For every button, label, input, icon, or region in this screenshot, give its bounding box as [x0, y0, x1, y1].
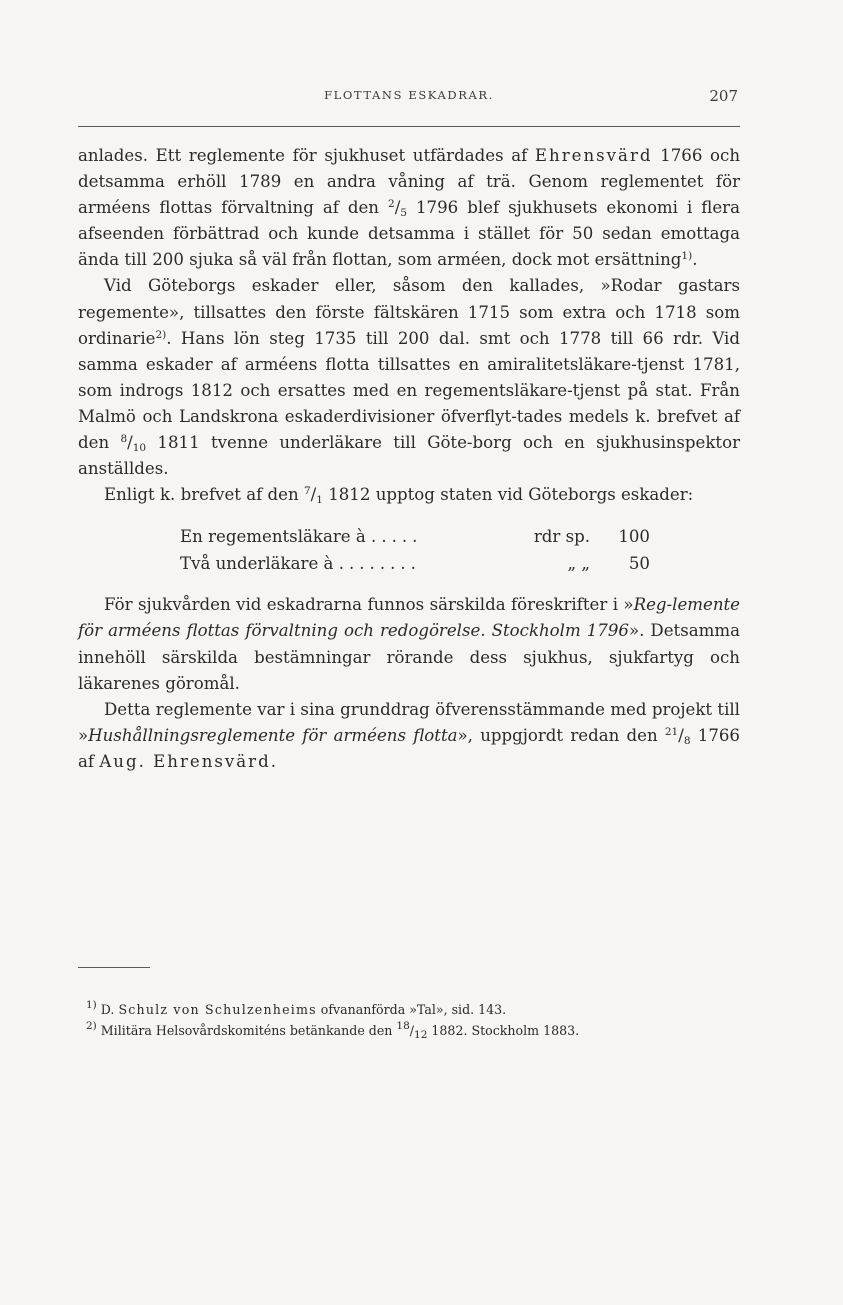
date-fraction-numerator: 8 [120, 433, 128, 446]
staff-row-label [180, 524, 518, 550]
date-fraction-denominator: 8 [683, 734, 691, 747]
paragraph-1-text-a: anlades. Ett reglemente för sjukhuset utfärdades af [78, 146, 535, 165]
date-fraction-denominator: 5 [400, 207, 407, 220]
paragraph-3-text-a: Enligt k. brefvet af den [104, 485, 304, 505]
footnotes [86, 999, 740, 1041]
leader-dots: ........ [338, 554, 421, 574]
paragraph-5-text-a: Detta reglemente var i sina grunddrag öfverensstämmande med projekt till » [78, 699, 740, 745]
date-fraction-numerator: 7 [303, 485, 311, 498]
footnote-text-a: D. [96, 1002, 119, 1017]
paragraph-2-text-c: 1811 tvenne underläkare till Göte-borg och en sjukhusinspektor anställdes. [78, 433, 741, 479]
footnote-text-b: ofvananförda »Tal», sid. 143. [316, 1002, 507, 1017]
date-fraction-denominator: 12 [414, 1029, 428, 1041]
cited-work-title: Hushållningsreglemente för arméens flotta [88, 725, 458, 745]
date-fraction-numerator: 2 [388, 198, 395, 211]
staff-table [180, 524, 650, 578]
footnote-marker: 1) [86, 999, 97, 1011]
paragraph-1-text-d: . [692, 250, 698, 270]
paragraph-3: Enligt k. brefvet af den $^7$/1 1812 upptog staten vid Göteborgs eskader: [104, 485, 694, 507]
paragraph-1-text-b: 1766 och detsamma erhöll 1789 en andra våning af trä. Genom reglementet för arméens flottas förvaltning af den [78, 146, 740, 218]
paragraph-1-text-c: 1796 blef sjukhusets ekonomi i flera afseenden förbättrad och kunde detsamma i stället för 50 sedan emottaga ända till 200 sjuka så väl från flottan, som arméen, dock mot ersättning [78, 198, 741, 270]
footnote-ref-2: 2) [155, 328, 167, 341]
paragraph-2-text-b: . Hans lön steg 1735 till 200 dal. smt och 1778 till 66 rdr. Vid samma eskader af arméens flotta tillsattes en amiralitetsläkare-tjenst 1781, som indrogs 1812 och ersattes med en regementsläkare-tjenst på stat. Från Malmö och Landskrona eskaderdivisioner öfverflyt-tades medels k. brefvet af den [78, 328, 740, 453]
leader-dots: ..... [371, 527, 423, 547]
paragraph-5: Detta reglemente var i sina grunddrag öfverensstämmande med projekt till »Hushållningsreglemente för arméens flotta», uppgjordt redan den $^{21}$/8 1766 af Aug. Ehrensvärd. [78, 699, 740, 771]
staff-row-value: 50 [628, 554, 650, 574]
staff-row-title: Två underläkare à [180, 554, 334, 574]
page-header [78, 88, 740, 112]
paragraph-4-text-b: ». Detsamma innehöll särskilda bestämningar rörande dess sjukhus, sjukfartyg och läkarenes göromål. [78, 621, 740, 693]
staff-row-label [180, 551, 518, 577]
person-name-schulz: Schulz von Schulzenheims [118, 1002, 317, 1017]
paragraph-4-text-a: För sjukvården vid eskadrarna funnos särskilda föreskrifter i » [104, 595, 634, 615]
date-fraction-denominator: 1 [316, 494, 323, 507]
header-rule [78, 126, 740, 127]
staff-table-row [180, 524, 650, 551]
staff-row-unit: „ „ [567, 554, 590, 574]
paragraph-2-text-a: Vid Göteborgs eskader eller, såsom den kallades, »Rodar gastars regemente», tillsattes den förste fältskären 1715 som extra och 1718 som ordinarie [78, 276, 740, 348]
paragraph-2: Vid Göteborgs eskader eller, såsom den kallades, »Rodar gastars regemente», tillsattes den förste fältskären 1715 som extra och 1718 som ordinarie$^{2)}$. Hans lön steg 1735 till 200 dal. smt och 1778 till 66 rdr. Vid samma eskader af arméens flotta tillsattes en amiralitetsläkare-tjenst 1781, som indrogs 1812 och ersattes med en regementsläkare-tjenst på stat. Från Malmö och Landskrona eskaderdivisioner öfverflyt-tades medels k. brefvet af den $^8$/10 1811 tvenne underläkare till Göte-borg och en sjukhusinspektor anställdes. [78, 276, 741, 479]
paragraph-1: anlades. Ett reglemente för sjukhuset utfärdades af Ehrensvärd 1766 och detsamma erhöll 1789 en andra våning af trä. Genom reglementet för arméens flottas förvaltning af den $^2$/5 1796 blef sjukhusets ekonomi i flera afseenden förbättrad och kunde detsamma i stället för 50 sedan emottaga ända till 200 sjuka så väl från flottan, som arméen, dock mot ersättning$^{1)}$. [78, 146, 741, 270]
date-fraction-denominator: 10 [132, 442, 147, 455]
paragraph-3-text-b: 1812 upptog staten vid Göteborgs eskader: [322, 485, 694, 505]
footnote-ref-1: 1) [681, 250, 693, 263]
paragraph-5-text-d: . [270, 751, 277, 771]
page-number: 207 [709, 87, 738, 105]
cited-work-title: Reg-lemente för arméens flottas förvaltning och redogörelse. Stockholm 1796 [78, 595, 740, 641]
staff-row-unit: rdr sp. [533, 527, 590, 547]
person-name-ehrensvard: Ehrensvärd [534, 146, 653, 165]
paragraph-5-text-b: », uppgjordt redan den [457, 725, 665, 745]
footnote-text-b: 1882. Stockholm 1883. [427, 1023, 580, 1038]
person-name-aug-ehrensvard: Aug. Ehrensvärd [99, 751, 271, 771]
staff-row-title: En regementsläkare à [180, 527, 366, 547]
paragraph-5-text-c: 1766 af [78, 725, 740, 771]
staff-table-row [180, 551, 650, 578]
footnote-2: $^{2)}$ Militära Helsovårdskomiténs betänkande den $^{18}/_{12}$ 1882. Stockholm 1883. [86, 1020, 580, 1041]
footnote-rule [78, 967, 150, 968]
footnote-1 [86, 999, 740, 1020]
paragraph-4 [78, 592, 740, 696]
date-fraction-numerator: 21 [664, 725, 679, 738]
footnote-marker: 2) [86, 1020, 97, 1032]
running-title: FLOTTANS ESKADRAR. [324, 88, 494, 102]
body-text [78, 143, 740, 775]
footnote-text-a: Militära Helsovårdskomiténs betänkande den [96, 1023, 397, 1038]
staff-row-value: 100 [618, 527, 650, 547]
date-fraction-numerator: 18 [396, 1020, 410, 1032]
